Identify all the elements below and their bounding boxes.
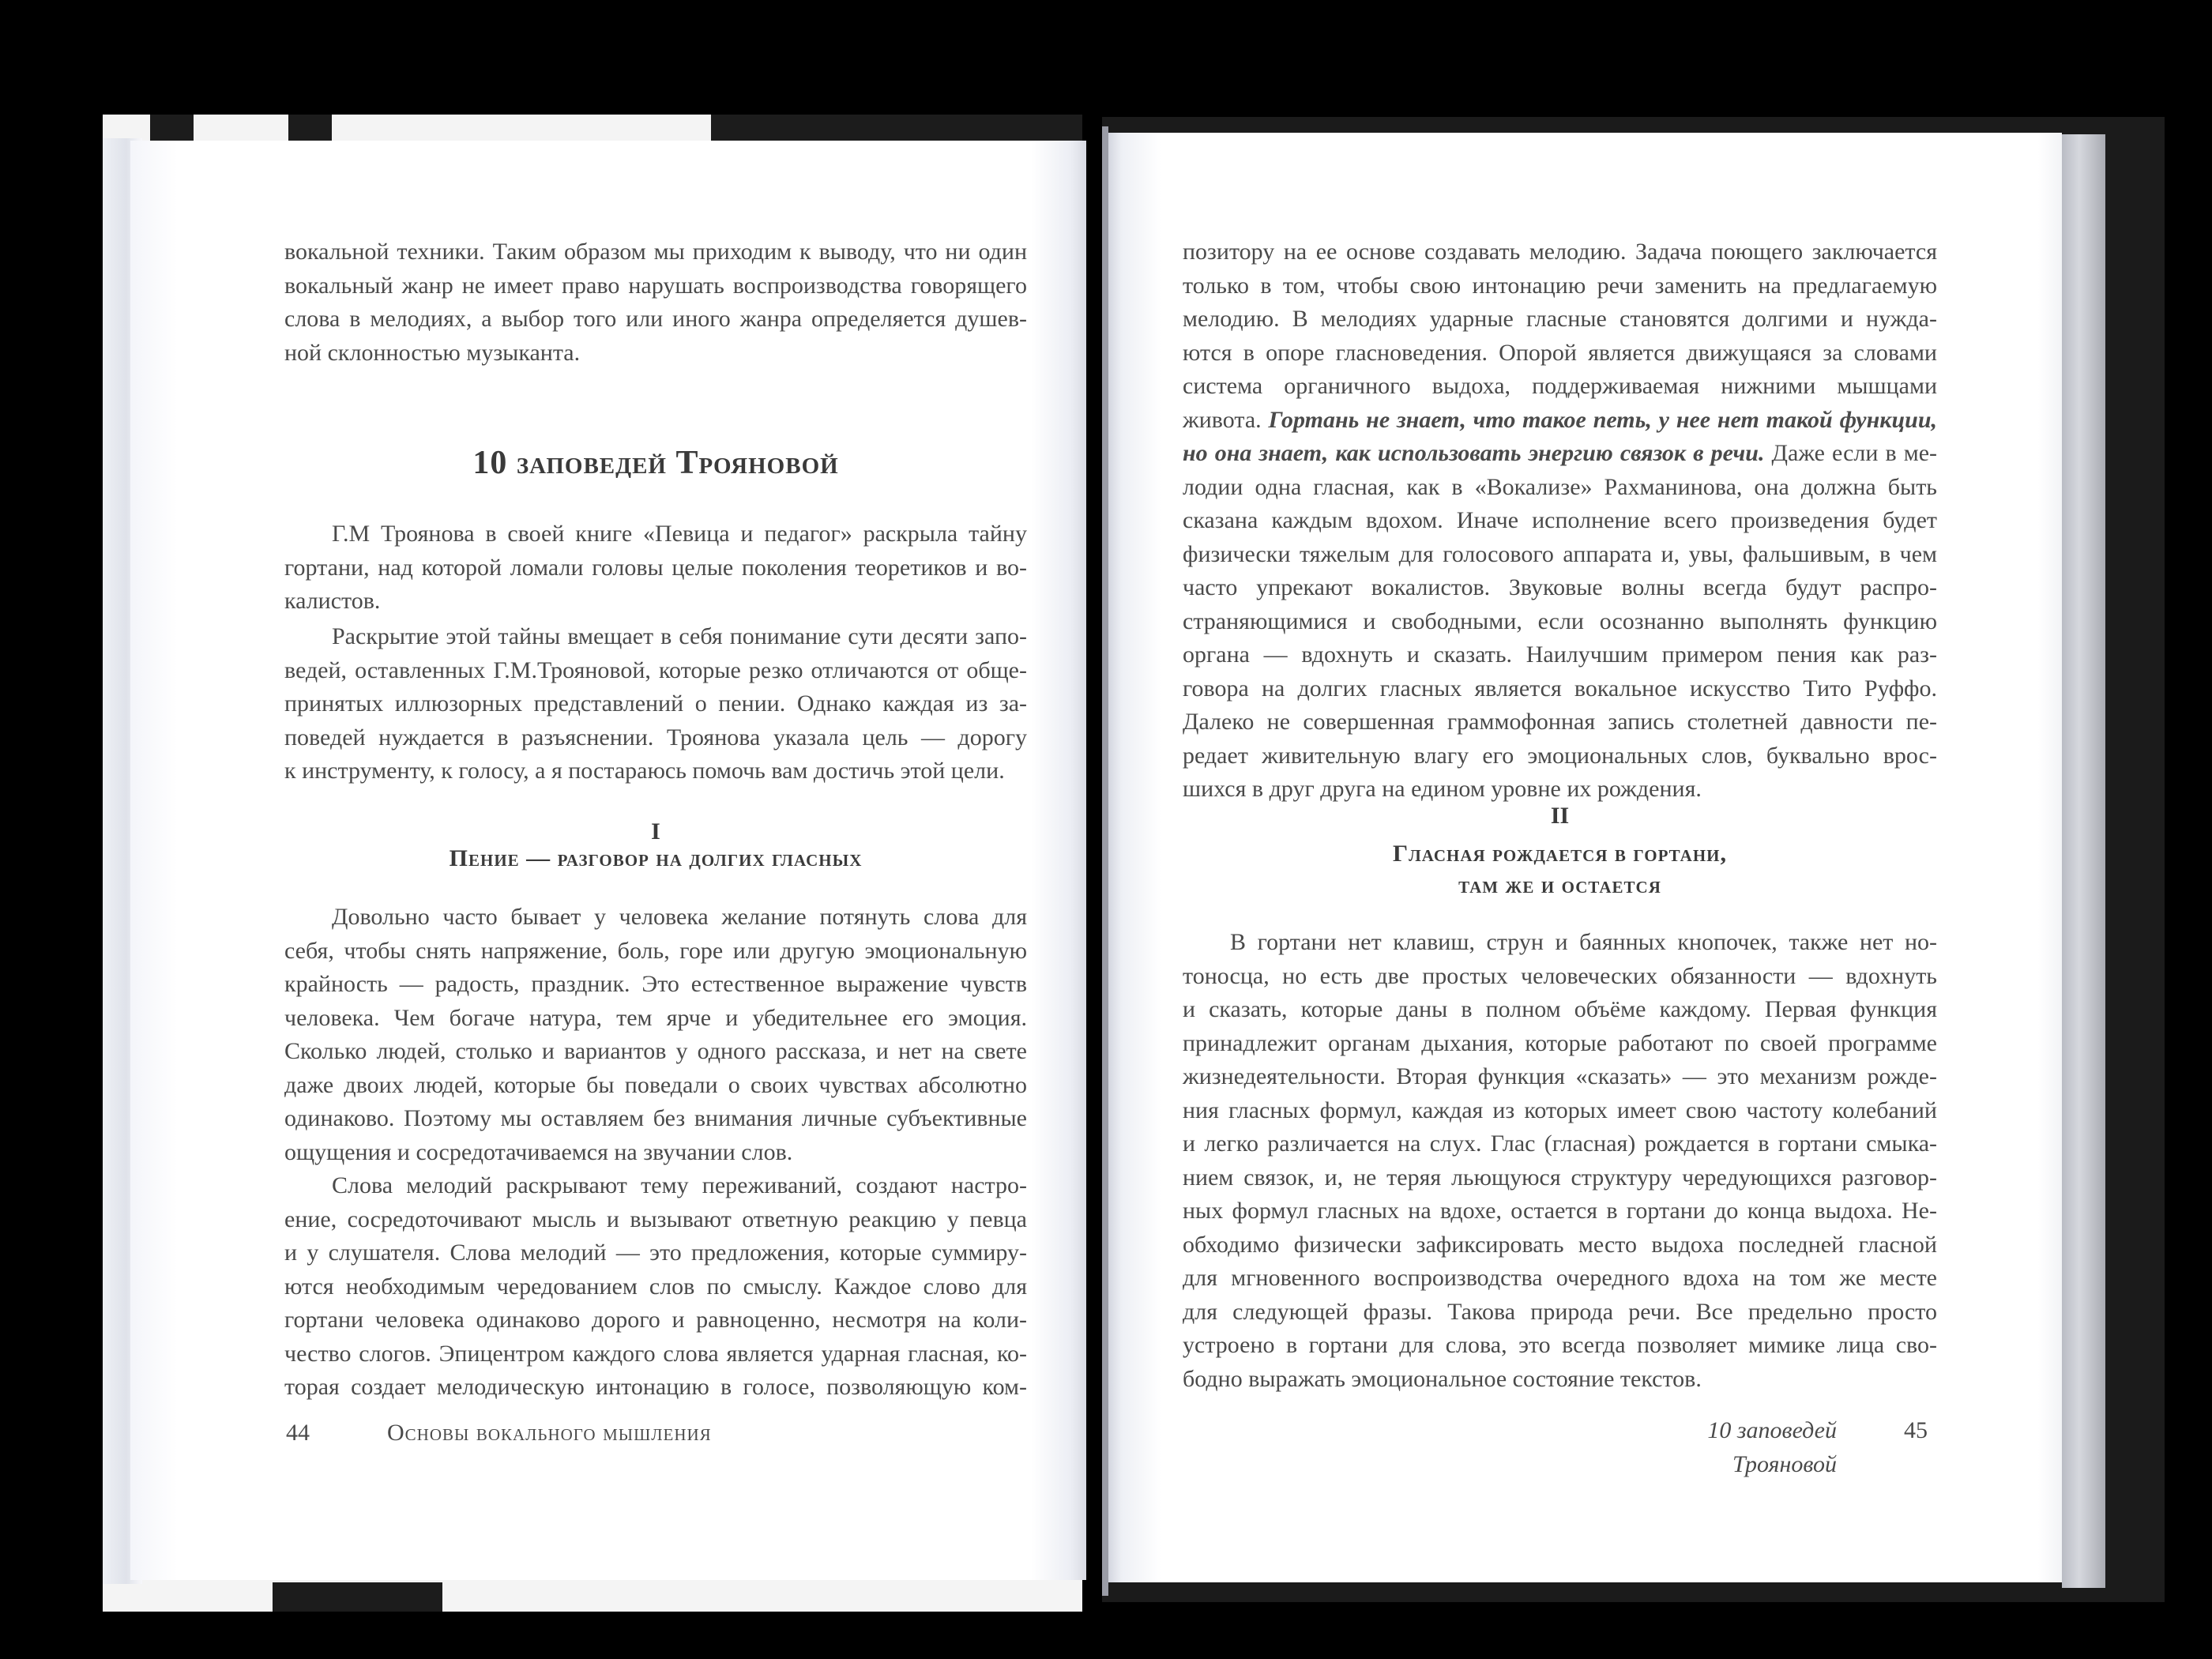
running-head-right: 10 заповедей Трояновой (1707, 1417, 1837, 1477)
page-edges-right (2062, 134, 2105, 1588)
section-1-paragraph-1 (284, 901, 1027, 1169)
text-line: принадлежит органам дыхания, которые работают по своей программе (1183, 1029, 1937, 1056)
text-line: Раскрытие этой тайны вмещает в себя понимание сути десяти запо- (332, 623, 1027, 649)
chapter-title: 10 заповедей Трояновой (472, 445, 839, 481)
text-line: поведей нуждается в разъяснении. Троянова указала цель — дорогу (284, 724, 1027, 750)
text-line: ение, сосредоточивают мысль и вызывают ответную реакцию у певца (284, 1206, 1027, 1232)
text-line: крайность — радость, праздник. Это естественное выражение чувств (284, 971, 1027, 997)
text-line: обходимо физически зафиксировать место выдоха последней гласной (1183, 1231, 1937, 1258)
text-line: страняющимися и свободными, если осознанно выполнять функцию (1183, 608, 1937, 634)
text-line: устроено в гортани для слова, это всегда позволяет мимике лица сво- (1183, 1332, 1937, 1358)
text-line: ных формул гласных на вдохе, остается в гортани до конца выдоха. Не- (1183, 1198, 1937, 1224)
text-line: Довольно часто бывает у человека желание потянуть слова для (332, 904, 1027, 930)
text-line: и сказать, которые даны в полном объёме каждому. Первая функция (1183, 996, 1937, 1022)
text-line: и у слушателя. Слова мелодий — это предложения, которые суммиру- (284, 1240, 1027, 1266)
section-numeral-1: I (651, 818, 660, 845)
text-line: чество слогов. Эпицентром каждого слова является ударная гласная, ко- (284, 1340, 1027, 1367)
text-line: ния гласных формул, каждая из которых имеет свою частоту колебаний (1183, 1097, 1937, 1123)
text-plain: Даже если в ме- (1764, 440, 1937, 466)
text-line-mixed (1183, 404, 1937, 438)
text-line: система органичного выдоха, поддерживаемая нижними мышцами (1183, 373, 1937, 399)
section-title-1: Пение — разговор на долгих гласных (449, 845, 863, 871)
text-line: ются в опоре гласноведения. Опорой является движущаяся за словами (1183, 339, 1937, 366)
text-line: торая создает мелодическую интонацию в голосе, позволяющую ком- (284, 1374, 1027, 1400)
text-plain: живота. (1183, 406, 1269, 433)
page-number-left: 44 (286, 1420, 310, 1446)
text-line: тоносца, но есть две простых человеческих обязанности — вдохнуть (1183, 962, 1937, 989)
text-line: человека. Чем богаче натура, тем ярче и убедительнее его эмоция. (284, 1004, 1027, 1031)
text-line-mixed (1183, 437, 1937, 471)
text-line: даже двоих людей, которые бы поведали о своих чувствах абсолютно (284, 1071, 1027, 1098)
text-line: жизнедеятельности. Вторая функция «сказать» — это механизм рожде- (1183, 1063, 1937, 1089)
text-line: себя, чтобы снять напряжение, боль, горе или другую эмоциональную (284, 937, 1027, 964)
text-line: сказана каждым вдохом. Иначе исполнение всего произведения будет (1183, 507, 1937, 533)
text-line: бодно выражать эмоциональное состояние текстов. (1183, 1365, 1702, 1392)
text-line: В гортани нет клавиш, струн и баянных кнопочек, также нет но- (1230, 929, 1937, 955)
text-line: Г.М Троянова в своей книге «Певица и педагог» раскрыла тайну (332, 521, 1027, 547)
text-line: только в том, чтобы свою интонацию речи заменить на предлагаемую (1183, 272, 1937, 299)
text-line: одинаково. Поэтому мы оставляем без внимания личные субъективные (284, 1105, 1027, 1131)
text-line: физически тяжелым для голосового аппарата и, увы, фальшивым, в чем (1183, 540, 1937, 567)
text-line: Сколько людей, столько и вариантов у одного рассказа, и нет на свете (284, 1038, 1027, 1064)
text-line: позитору на ее основе создавать мелодию. Задача поющего заключается (1183, 239, 1937, 265)
text-line: гортани человека одинаково дорого и равноценно, несмотря на коли- (284, 1307, 1027, 1333)
text-line: говора на долгих гласных является вокальное искусство Тито Руффо. (1183, 675, 1937, 702)
page-number-right: 45 (1904, 1417, 1928, 1443)
text-line: слова в мелодиях, а выбор того или иного жанра определяется душев- (284, 306, 1027, 332)
text-line: ной склонностью музыканта. (284, 339, 581, 366)
cover-stripe (273, 1582, 442, 1612)
emphasized-text: но она знает, как использовать энергию связок в речи. (1183, 440, 1765, 466)
running-head-left: Основы вокального мышления (387, 1420, 712, 1446)
text-line: и легко различается на слух. Глас (гласная) рождается в гортани смыка- (1183, 1130, 1937, 1157)
section-2-paragraph-1 (1183, 926, 1937, 1396)
section-numeral-2: II (1550, 803, 1570, 829)
emphasized-text: Гортань не знает, что такое петь, у нее нет такой функции, (1268, 406, 1937, 433)
text-line: редает живительную влагу его эмоциональных слов, буквально врос- (1183, 742, 1937, 769)
text-line: часто упрекают вокалистов. Звуковые волны всегда будут распро- (1183, 574, 1937, 600)
text-line: лодии одна гласная, как в «Вокализе» Рахманинова, она должна быть (1183, 473, 1937, 500)
text-line: для следующей фразы. Такова природа речи. Все предельно просто (1183, 1298, 1937, 1325)
text-line: Слова мелодий раскрывают тему переживаний, создают настро- (332, 1172, 1027, 1198)
text-line: ощущения и сосредотачиваемся на звучании слов. (284, 1138, 793, 1165)
intro-paragraph-1 (284, 517, 1027, 619)
text-line: ведей, оставленных Г.М.Трояновой, которые резко отличаются от обще- (284, 656, 1027, 683)
intro-paragraph-2 (284, 620, 1027, 788)
right-continued-paragraph (1183, 235, 1937, 807)
text-line: к инструменту, к голосу, а я постараюсь помочь вам достичь этой цели. (284, 758, 1005, 784)
text-line: шихся в друг друга на едином уровне их рождения. (1183, 776, 1702, 802)
text-line: органа — вдохнуть и сказать. Наилучшим примером пения как раз- (1183, 641, 1937, 668)
text-line: нием связок, и, не теряя льющуюся структуру чередующихся разговор- (1183, 1164, 1937, 1191)
section-title-2-line-2: там же и остается (1458, 872, 1661, 898)
text-line: гортани, над которой ломали головы целые поколения теоретиков и во- (284, 554, 1027, 581)
text-line: вокальной техники. Таким образом мы приходим к выводу, что ни один (284, 239, 1027, 265)
text-line: ются необходимым чередованием слов по смыслу. Каждое слово для (284, 1273, 1027, 1300)
left-opening-paragraph (284, 235, 1027, 370)
text-line: для мгновенного воспроизводства очередного вдоха на том же месте (1183, 1265, 1937, 1291)
text-line: Далеко не совершенная граммофонная запись столетней давности пе- (1183, 709, 1937, 735)
section-title-2-line-1: Гласная рождается в гортани, (1393, 841, 1727, 867)
text-line: вокальный жанр не имеет право нарушать воспроизводства говорящего (284, 272, 1027, 299)
book-gutter (1102, 126, 1108, 1596)
text-line: калистов. (284, 588, 381, 614)
text-line: мелодию. В мелодиях ударные гласные становятся долгими и нужда- (1183, 306, 1937, 332)
text-line: принятых иллюзорных представлений о пении. Однако каждая из за- (284, 690, 1027, 717)
section-1-paragraph-2 (284, 1169, 1027, 1405)
